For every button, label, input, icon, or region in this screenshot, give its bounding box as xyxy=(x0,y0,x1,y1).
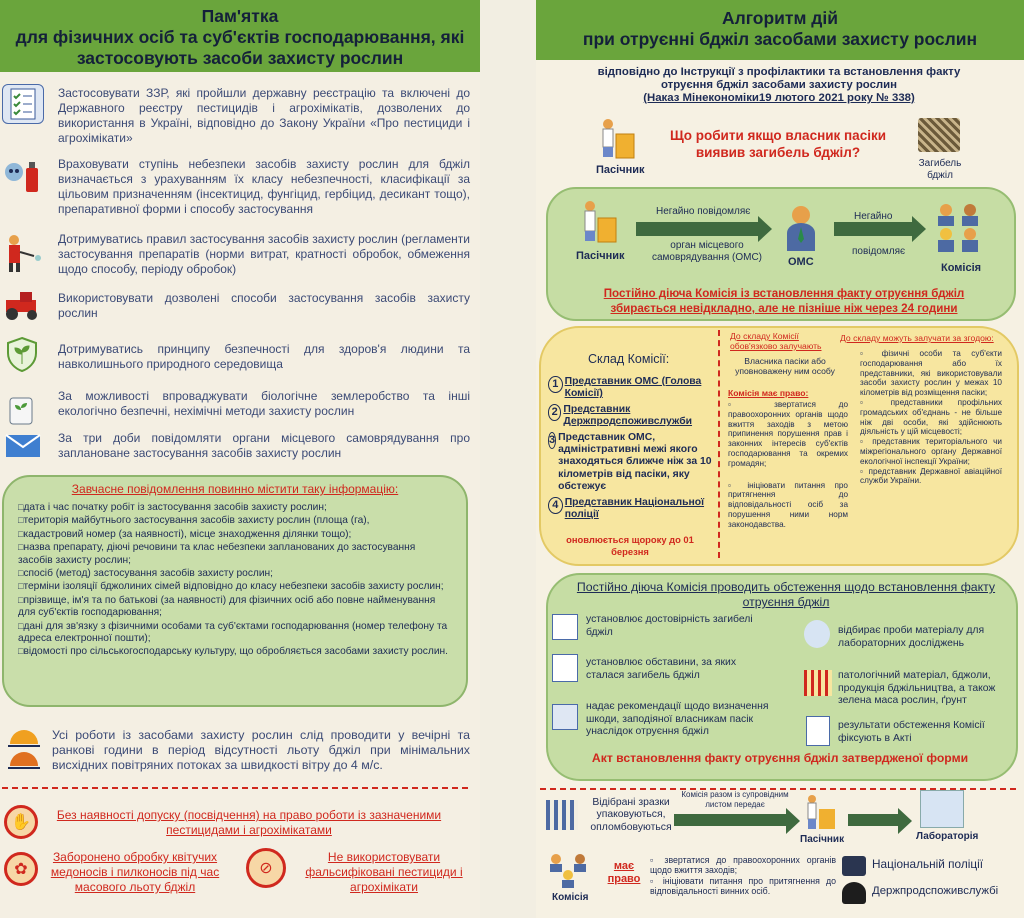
warning-fake: Не використовувати фальсифіковані пестициди і агрохімікати xyxy=(305,850,463,894)
notification-info-box xyxy=(2,475,468,707)
official-icon xyxy=(784,203,818,253)
beekeeper-label-bottom: Пасічник xyxy=(800,834,845,845)
list-item: □ прізвище, ім'я та по батькові (за наявності) для фізичних осіб або повне найменування для суб'єктів господарювання; xyxy=(18,594,450,620)
memo-item: За три доби повідомляти органи місцевого самоврядування про заплановане застосування засобів захисту рослин xyxy=(58,431,470,460)
mandatory-label: До складу Комісії обов'язково залучають xyxy=(730,331,822,351)
composition-title: Склад Комісії: xyxy=(588,352,670,366)
list-item: ▫ представник територіального чи міжрегіонального органу Державної екологічної інспекції України; xyxy=(860,437,1002,466)
bio-farming-icon xyxy=(2,388,44,428)
beekeeper-icon xyxy=(580,198,620,244)
divider xyxy=(718,330,720,558)
sprayer-person-icon xyxy=(2,232,44,272)
act-title: Акт встановлення факту отруєння бджіл затвердженої форми xyxy=(591,751,969,765)
arrow-right xyxy=(674,814,788,826)
survey-item: відбирає проби матеріалу для лабораторних досліджень xyxy=(838,625,985,649)
survey-item: установлює достовірність загибелі бджіл xyxy=(586,614,753,638)
memo-item: Дотримуватись правил застосування засобів захисту рослин (регламенти застосування препаратів (норми витрат, кратності обробок, обмеження щодо способу, періоду обробок) xyxy=(58,232,470,276)
oms-label: ОМС xyxy=(788,256,814,268)
samples-text: Відібрані зразки упаковуються, опломбовуються xyxy=(590,797,672,833)
memo-item: За можливості впроваджувати біологічне землеробство та інші екологічно безпечні, нехімічні методи захисту рослин xyxy=(58,389,470,418)
list-item: □ дата і час початку робіт із застосування засобів захисту рослин; xyxy=(18,501,450,514)
list-item: ▫ ініціювати питання про притягнення до відповідальності винних осіб. xyxy=(650,875,836,897)
info-box-title: Завчасне повідомлення повинно містити таку інформацію: xyxy=(71,482,399,496)
list-item: □ кадастровий номер (за наявності), місце знаходження ділянки тощо); xyxy=(18,528,450,541)
instruction-reference: відповідно до Інструкції з профілактики та встановлення факту отруєння бджіл засобами захисту рослин (Наказ Мінекономіки19 лютого 2021 року № 338) xyxy=(597,66,961,104)
document-pen-icon xyxy=(552,654,578,682)
no-flowering-warning-icon: ✿ xyxy=(4,852,38,886)
checklist-icon xyxy=(2,84,44,124)
list-item: ▫ звертатися до правоохоронних органів щодо вжиття заходів з метою припинення порушення прав і законних інтересів суб'єктів господарювання та окремих громадян; xyxy=(728,400,848,468)
memo-item: Дотримуватись принципу безпечності для здоров'я людини та навколишнього природного середовища xyxy=(58,342,470,371)
with-letter-text: Комісія разом із супровідним листом передає xyxy=(681,790,789,809)
member-item: 4 Представник Національної поліції xyxy=(548,497,714,522)
memo-item: Використовувати дозволені способи застосування засобів захисту рослин xyxy=(58,291,470,320)
police-icon xyxy=(842,856,866,876)
commission-label-bottom: Комісія xyxy=(552,892,589,903)
may-involve-list xyxy=(860,349,1002,486)
survey-item: установлює обставини, за яких сталася загибель бджіл xyxy=(586,657,737,681)
survey-item: патологічний матеріал, бджоли, продукція бджільництва, а також зелена маса рослин, ґрунт xyxy=(838,670,996,707)
timing-text: Усі роботи із засобами захисту рослин слід проводити у вечірні та ранкові години в період відсутності льоту бджіл при мінімальних висхідних повітряних потоках за швидкості вітру до 4 м/с. xyxy=(52,728,470,772)
memo-header: Пам'ятка для фізичних осіб та суб'єктів господарювання, які застосовують засоби захисту рослин xyxy=(0,0,480,72)
notify-label-2a: Негайно xyxy=(854,211,893,222)
no-permit-warning-icon: ✋ xyxy=(4,805,38,839)
rights-title: Комісія має право: xyxy=(728,388,809,398)
checklist-icon xyxy=(552,614,578,640)
algorithm-header: Алгоритм дій при отруєнні бджіл засобами захисту рослин xyxy=(536,0,1024,60)
permanent-commission-note: Постійно діюча Комісія із встановлення факту отруєння бджіл збирається невідкладно, але не пізніше ніж через 24 години xyxy=(603,287,965,315)
inspector-icon xyxy=(842,882,866,904)
test-tubes-icon xyxy=(804,670,832,696)
list-item: ▫ фізичні особи та суб'єкти господарювання або їх представники, які використовували засоби захисту рослин у межах 10 кілометрів від розміщення пасіки; xyxy=(860,349,1002,398)
warning-no-permit: Без наявності допуску (посвідчення) на право роботи із зазначеними пестицидами і агрохімікатами xyxy=(56,808,442,837)
memo-item: Враховувати ступінь небезпеки засобів захисту рослин для бджіл визначається з урахуванням їх класу небезпечності, класифікації за цільовим призначенням (інсектицид, фунгіцид, гербіцид, десикант тощо), препаративної форми і способу застосування xyxy=(58,157,470,216)
survey-item: надає рекомендації щодо визначення шкоди, заподіяної власникам пасік унаслідок отруєння бджіл xyxy=(586,701,769,738)
arrow-right xyxy=(636,222,760,236)
list-item: □ відомості про сільськогосподарську культуру, що обробляється засобами захисту рослин. xyxy=(18,645,450,658)
book-icon xyxy=(552,704,578,730)
main-question: Що робити якщо власник пасіки виявив загибель бджіл? xyxy=(669,128,887,160)
has-right-label: має право xyxy=(607,860,641,885)
members-list xyxy=(548,376,714,521)
dead-bees-label: Загибель бджіл xyxy=(918,158,962,181)
list-item: □ назва препарату, діючі речовини та клас небезпеки запланованих до застосування засобів захисту рослин; xyxy=(18,541,450,567)
survey-item: результати обстеження Комісії фіксують в Акті xyxy=(838,720,985,744)
list-item: ▫ представники профільних громадських об'єднань - не більше ніж дві особи, які здійснюють діяльність у цій місцевості; xyxy=(860,397,1002,437)
divider xyxy=(2,787,468,789)
notify-label: Негайно повідомляє xyxy=(656,206,751,217)
dps-label: Держпродспоживслужбі xyxy=(872,885,999,897)
list-item: □ терміни ізоляції бджолиних сімей відповідно до класу небезпеки засобів захисту рослин; xyxy=(18,580,450,593)
sunrise-sunset-icon xyxy=(4,726,46,772)
notify-label-2b: повідомляє xyxy=(852,246,906,257)
sample-tubes-icon xyxy=(546,800,578,830)
beekeeper-label-flow: Пасічник xyxy=(576,250,625,262)
beekeeper-hives-icon xyxy=(598,116,638,160)
report-icon xyxy=(806,716,830,746)
info-list xyxy=(18,501,450,659)
may-involve-title: До складу можуть залучати за згодою: xyxy=(840,333,994,343)
arrow-right xyxy=(848,814,900,826)
memo-item: Застосовувати ЗЗР, які пройшли державну реєстрацію та включені до Державного реєстру пестицидів і агрохімікатів, дозволених до використання в Україні, відповідно до Закону України «Про пестициди і агрохімікати» xyxy=(58,86,470,145)
plant-shield-icon xyxy=(2,334,44,374)
rights-list xyxy=(728,400,848,530)
bottom-rights-list xyxy=(650,855,836,897)
oms-description: орган місцевого самоврядування (ОМС) xyxy=(652,240,762,263)
laboratory-label: Лабораторія xyxy=(916,831,979,842)
list-item: ▫ ініціювати питання про притягнення до відповідальності осіб за порушення ними норм законодавства. xyxy=(728,480,848,529)
survey-title: Постійно діюча Комісія проводить обстеження щодо встановлення факту отруєння бджіл xyxy=(576,580,996,609)
member-item: 3 Представник ОМС, адміністративні межі якого знаходяться ближче ніж за 10 кілометрів від пасіки, яку обстежує xyxy=(549,431,712,493)
tractor-icon xyxy=(2,290,44,330)
list-item: □ дані для зв'язку з фізичними особами та суб'єктами господарювання (номер телефону та адреса електронної пошти); xyxy=(18,620,450,646)
list-item: □ спосіб (метод) застосування засобів захисту рослин; xyxy=(18,567,450,580)
envelope-icon xyxy=(2,430,44,470)
police-label: Національній поліції xyxy=(872,857,983,871)
list-item: □ територія майбутнього застосування засобів захисту рослин (площа (га), xyxy=(18,514,450,527)
laboratory-icon xyxy=(920,790,964,828)
commission-label: Комісія xyxy=(941,262,982,274)
dead-bees-image xyxy=(918,118,960,152)
skull-spray-icon xyxy=(2,156,44,196)
renew-note: оновлюється щороку до 01 березня xyxy=(566,534,694,557)
beekeeper-label: Пасічник xyxy=(596,164,645,176)
owner-text: Власника пасіки або уповноважену ним особу xyxy=(735,356,835,376)
member-item: 2 Представник Держпродспоживслужби xyxy=(548,404,714,429)
member-item: 1 Представник ОМС (Голова Комісії) xyxy=(548,376,714,401)
no-fake-pesticide-icon: ⊘ xyxy=(246,848,286,888)
commission-group-icon xyxy=(934,201,982,257)
commission-small-icon xyxy=(546,853,592,889)
warning-flowering: Заборонено обробку квітучих медоносів і пилконосів під час масового льоту бджіл xyxy=(50,850,220,894)
arrow-right xyxy=(834,222,914,236)
list-item: ▫ представник Державної авіаційної служби України. xyxy=(860,466,1002,486)
beekeeper-icon xyxy=(804,793,840,831)
lab-worker-icon xyxy=(804,620,830,648)
list-item: ▫ звертатися до правоохоронних органів щодо вжиття заходів; xyxy=(650,855,836,876)
